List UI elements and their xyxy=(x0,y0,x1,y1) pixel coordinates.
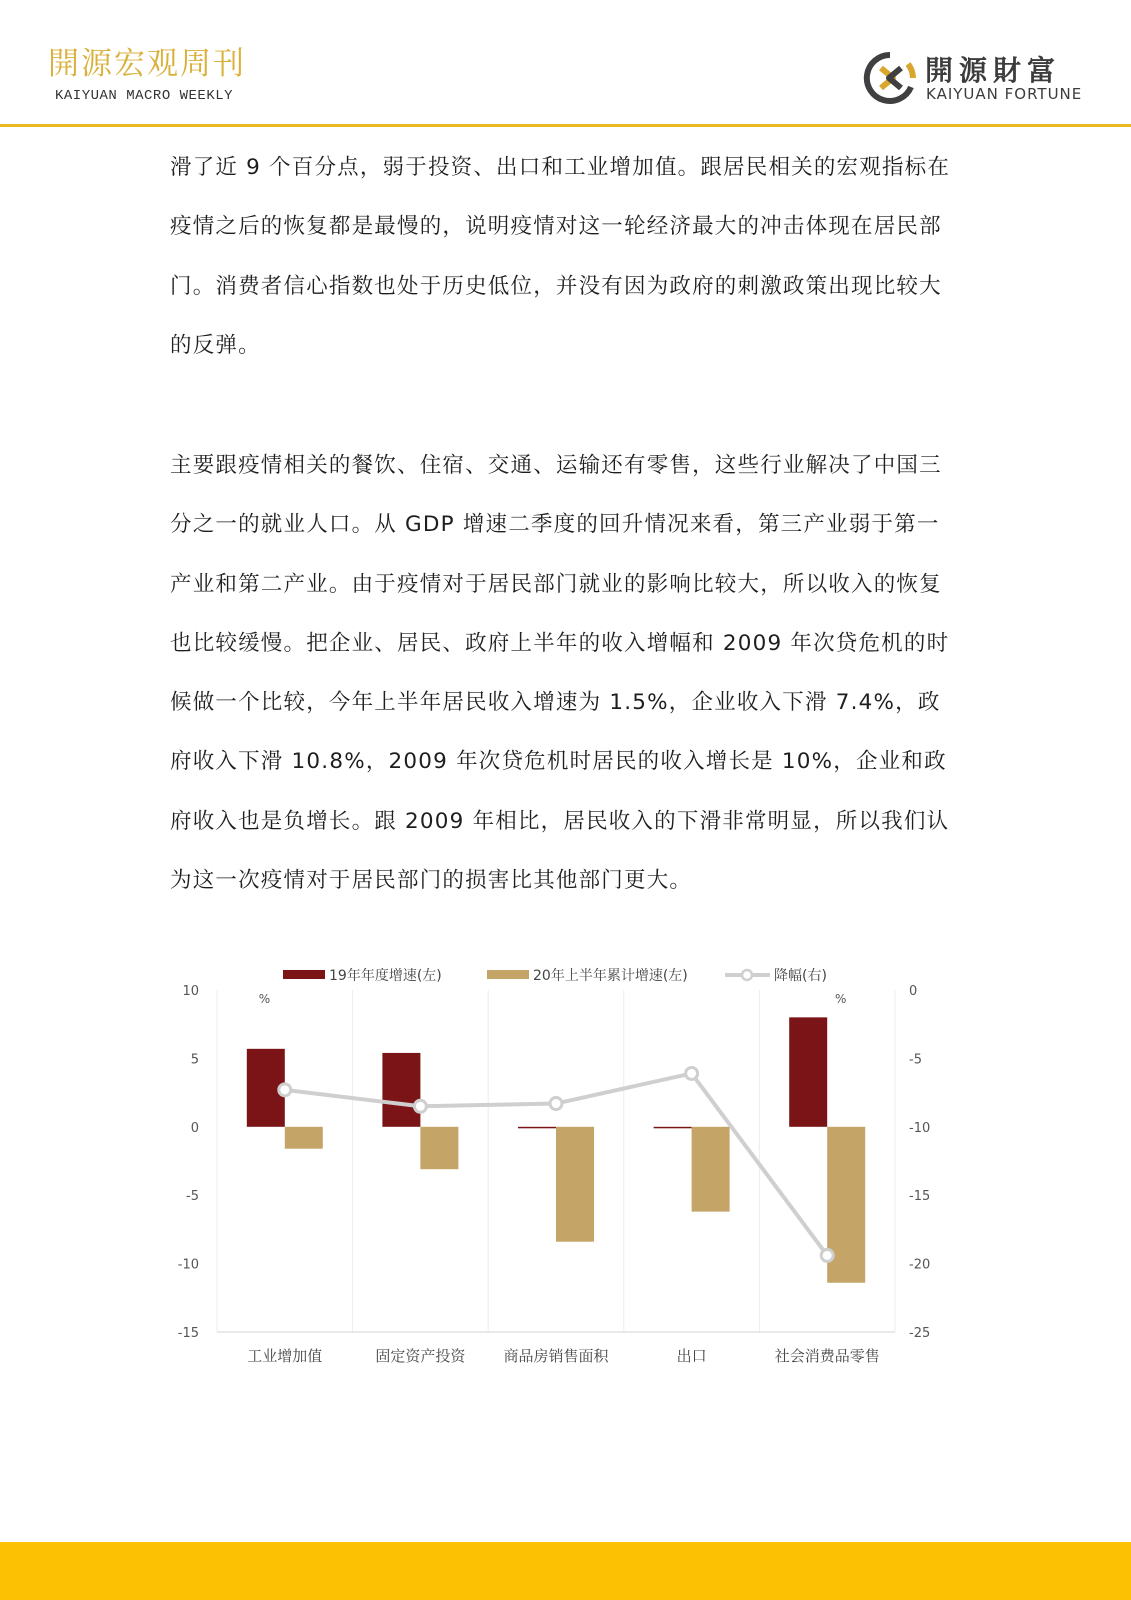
left-tick-label: -5 xyxy=(186,1189,199,1205)
kaiyuan-logo-icon xyxy=(863,51,917,105)
legend-swatch xyxy=(283,970,325,979)
category-label: 出口 xyxy=(676,1347,707,1365)
line-point xyxy=(414,1100,426,1112)
left-tick-label: 10 xyxy=(182,984,199,999)
bar xyxy=(789,1017,827,1126)
brand-logo xyxy=(863,49,1083,107)
publication-subtitle: KAIYUAN MACRO WEEKLY xyxy=(55,88,234,104)
bar xyxy=(654,1127,692,1129)
body-paragraph-2: 主要跟疫情相关的餐饮、住宿、交通、运输还有零售，这些行业解决了中国三分之一的就业人口。从 GDP 增速二季度的回升情况来看，第三产业弱于第一产业和第二产业。由于疫情对于居民部门就业的影响比较大，所以收入的恢复也比较缓慢。把企业、居民、政府上半年的收入增幅和 2009 年次贷危机的时候做一个比较，今年上半年居民收入增速为 1.5%，企业收入下滑 7.4%，政府收入下滑 10.8%，2009 年次贷危机时居民的收入增长是 10%，企业和政府收入也是负增长。跟 2009 年相比，居民收入的下滑非常明显，所以我们认为这一次疫情对于居民部门的损害比其他部门更大。 xyxy=(170,453,950,894)
bar xyxy=(692,1127,730,1212)
line-point xyxy=(686,1067,698,1079)
bar xyxy=(420,1127,458,1169)
category-label: 商品房销售面积 xyxy=(503,1347,609,1365)
brand-name-cn: 開源財富 xyxy=(925,54,1062,87)
line-point xyxy=(279,1084,291,1096)
left-tick-label: -15 xyxy=(177,1326,199,1341)
right-unit-label: % xyxy=(835,992,847,1006)
bar xyxy=(556,1127,594,1242)
right-tick-label: -25 xyxy=(909,1326,931,1341)
bar xyxy=(285,1127,323,1149)
footer-band xyxy=(0,1542,1131,1600)
category-label: 社会消费品零售 xyxy=(774,1347,880,1365)
right-tick-label: -15 xyxy=(909,1189,931,1205)
category-label: 工业增加值 xyxy=(247,1347,323,1365)
legend-swatch xyxy=(487,970,529,979)
header-divider xyxy=(0,124,1131,127)
left-unit-label: % xyxy=(258,992,271,1006)
left-tick-label: 5 xyxy=(190,1052,199,1068)
legend-swatch xyxy=(742,970,752,980)
legend-label: 19年年度增速(左) xyxy=(329,968,442,984)
bar xyxy=(518,1127,556,1129)
legend-label: 20年上半年累计增速(左) xyxy=(533,968,688,984)
legend-label: 降幅(右) xyxy=(774,968,827,984)
category-label: 固定资产投资 xyxy=(375,1347,466,1365)
left-tick-label: 0 xyxy=(190,1120,199,1136)
publication-title: 開源宏观周刊 xyxy=(48,46,246,82)
right-tick-label: -10 xyxy=(909,1120,931,1136)
bar xyxy=(382,1053,420,1127)
right-tick-label: -5 xyxy=(909,1052,922,1068)
line-point xyxy=(821,1249,833,1261)
growth-comparison-chart xyxy=(165,968,955,1408)
line-point xyxy=(550,1098,562,1110)
right-tick-label: -20 xyxy=(909,1257,931,1273)
body-paragraph-1: 滑了近 9 个百分点，弱于投资、出口和工业增加值。跟居民相关的宏观指标在疫情之后的恢复都是最慢的，说明疫情对这一轮经济最大的冲击体现在居民部门。消费者信心指数也处于历史低位，并没有因为政府的刺激政策出现比较大的反弹。 xyxy=(170,155,951,358)
right-tick-label: 0 xyxy=(909,984,918,999)
left-tick-label: -10 xyxy=(177,1257,199,1273)
brand-name-en: KAIYUAN FORTUNE xyxy=(926,85,1083,103)
